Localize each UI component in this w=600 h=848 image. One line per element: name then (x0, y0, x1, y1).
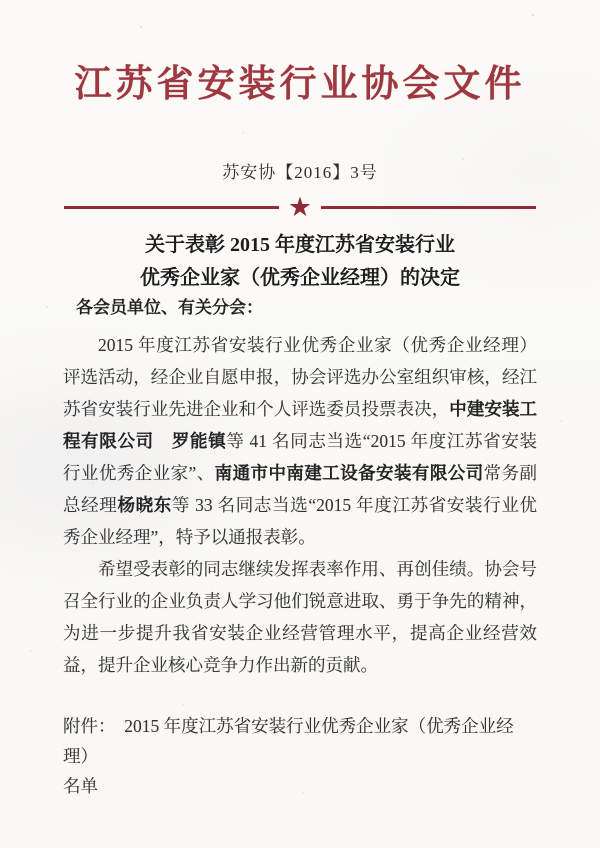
scan-noise (0, 0, 2, 2)
p1-run-2: 等 41 名同志当选“2015 年度江苏省安装行业优秀企业家”、 (63, 431, 537, 483)
divider-line-left (64, 206, 279, 209)
salutation: 各会员单位、有关分会： (76, 298, 263, 317)
org-header-title: 江苏省安装行业协会文件 (74, 64, 526, 105)
p1-run-5-person: 杨晓东 (117, 495, 172, 515)
p1-run-3-company: 南通市中南建工设备安装有限公司 (214, 463, 484, 483)
red-divider (64, 194, 536, 221)
doc-number: 苏安协【2016】3号 (222, 163, 378, 182)
p1-run-0: 2015 年度江苏省安装行业优秀企业家（优秀企业经理）评选活动，经企业自愿申报，协会评选办公室组织审核，经江苏省安装行业先进企业和个人评选委员投票表决， (63, 335, 537, 419)
attachment-line1: 附件： 2015 年度江苏省安装行业优秀企业家（优秀企业经理） (63, 716, 514, 766)
attachment-line2: 名单 (63, 776, 98, 796)
doc-title (0, 229, 600, 295)
p1-run-4: 常务副总经理 (63, 463, 538, 515)
star-icon: ★ (287, 192, 313, 222)
p1-run-6: 等 33 名同志当选“2015 年度江苏省安装行业优秀企业经理”，特予以通报表彰。 (63, 495, 537, 547)
divider-line-right (321, 206, 536, 209)
doc-title-line2: 优秀企业家（优秀企业经理）的决定 (140, 267, 460, 289)
doc-title-line1: 关于表彰 2015 年度江苏省安装行业 (145, 234, 455, 256)
p1-run-1-company: 中建安装工程有限公司 罗能镇 (63, 399, 538, 451)
paragraph-1 (63, 329, 537, 553)
attachment-note (63, 711, 537, 801)
paragraph-2: 希望受表彰的同志继续发挥表率作用、再创佳绩。协会号召全行业的企业负责人学习他们锐意进取、勇于争先的精神，为进一步提升我省安装企业经营管理水平，提高企业经营效益，提升企业核心竞争力作出新的贡献。 (63, 559, 537, 675)
